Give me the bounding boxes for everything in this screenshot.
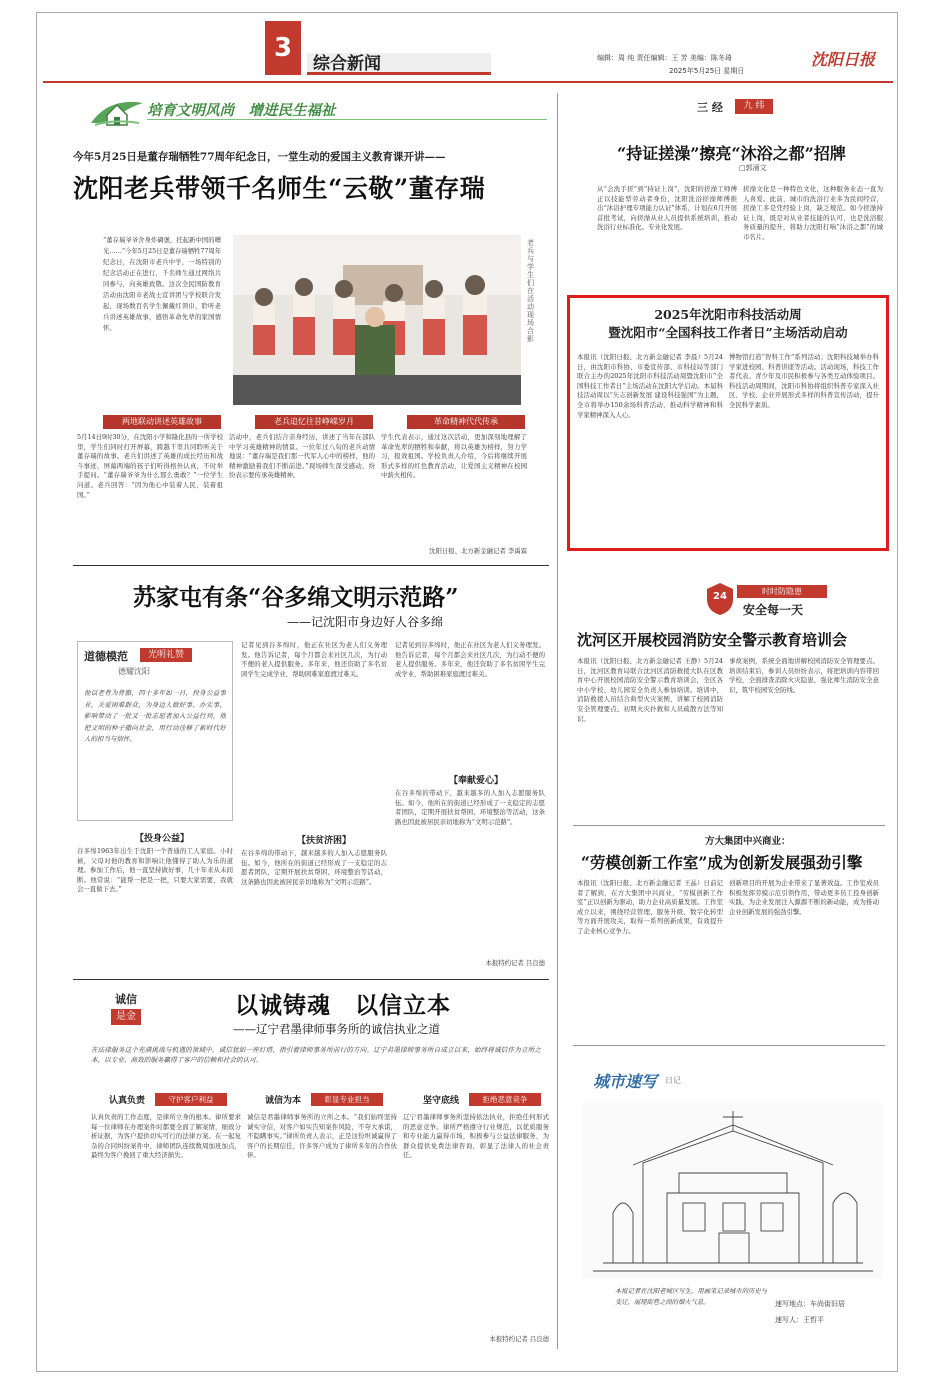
sketch-title-main: 城市速写 (593, 1072, 658, 1091)
corner-tag: 是金 (111, 1009, 141, 1025)
story3-corner (111, 991, 145, 1031)
section-title: 综合新闻 (307, 53, 491, 75)
story6-body-1: 本报讯（沈阳日报、北方新金融记者 王静）5月24日，沈河区教育局联合沈河区消防救援大队在区教育中心开展校园消防安全警示教育培训会，全区各中小学校、幼儿园安全负责人参加培训。培训中，消防救援人员结合典型火灾案例，讲解了校园消防安全管理要点、初期火灾扑救和人员疏散方法等知识。 (577, 657, 723, 723)
story5-headline-1: 2025年沈阳市科技活动周 (654, 307, 802, 322)
sub1-tag: 守护客户利益 (155, 1093, 227, 1106)
issue-date: 2025年5月25日 星期日 (669, 67, 745, 75)
story2-col2-body-b: 在谷多绵的带动下，越来越多的人加入志愿服务队伍。如今，他所在的街道已经形成了一支稳定的志愿者团队，定期开展扶贫帮困、环境整治等活动，这条路也因此被居民亲切地称为“文明示范路”。 (241, 849, 387, 886)
story2-subhead-1: 【投身公益】 (135, 834, 190, 844)
story3-headline: 以诚铸魂 以信立本 (235, 992, 451, 1019)
story3-body-3: 辽宁君墨律师事务所坚持依法执业，拒绝任何形式的恶意竞争。律所严格遵守行业规范，以优质服务和专业能力赢得市场，积极参与公益法律服务，为群众提供免费法律咨询，彰显了法律人的社会责任。 (403, 1113, 549, 1160)
story1-photo-caption: 老兵与学生们在活动现场合影 (527, 239, 534, 343)
story2-headline: 苏家屯有条“谷多绵文明示范路” (133, 584, 459, 611)
story7-kicker: 方大集团中兴商业： (705, 836, 791, 847)
story3-credit: 本报特约记者 吕良德 (489, 1335, 549, 1343)
sub2-label: 诚信为本 (265, 1096, 302, 1106)
story6-icon (705, 581, 735, 617)
story6-headline: 沈河区开展校园消防安全警示教育培训会 (577, 631, 848, 649)
story4-body-1: 从“会洗手搓”到“持证上岗”，沈阳的搓澡工师傅正以技能型劳动者身份，沈阳洗浴搓澡师傅推出“沐浴护理专项能力认证”体系，计划在6月开展首批考试，向搓澡从业人员提供系统培训，推动洗浴行业标准化、专业化发展。 (597, 185, 737, 232)
story2-badge (77, 641, 233, 821)
sketch-caption: 本报记者在沈阳老城区写生，用画笔记录城市的历史与变迁，展现街巷之间的烟火气息。 (615, 1288, 767, 1306)
sub3-tag: 拒绝恶意竞争 (469, 1093, 541, 1106)
story3-sub2 (265, 1093, 405, 1107)
icon-label: 24 (713, 591, 727, 602)
story5-body-1: 本报讯（沈阳日报、北方新金融记者 李晨）5月24日，由沈阳市科协、市委宣传部、市科技局等部门联合主办的2025年沈阳市科技活动周暨沈阳市“全国科技工作者日”主场活动在沈阳大学启动。本届科技活动周以“矢志创新发展 建设科技强国”为主题，全市将举办150余场科普活动，推动科学精神和科学家精神深入人心。 (577, 353, 723, 419)
newspaper-page (36, 12, 898, 1372)
story3-body-1: 认真负责的工作态度，是律所立身的根本。律所要求每一位律师在办理案件时都要全面了解案情，细致分析证据，为客户提供切实可行的法律方案。在一起复杂的合同纠纷案件中，律师团队连续数周加班加点，最终为客户挽回了重大经济损失。 (91, 1113, 241, 1160)
story2-subhead-3: 【奉献爱心】 (449, 776, 504, 786)
badge-tag: 光明礼赞 (140, 648, 192, 662)
story7-headline: “劳模创新工作室”成为创新发展强劲引擎 (581, 853, 863, 872)
story6-tag-bottom: 安全每一天 (743, 603, 804, 617)
story4-headline: “持证搓澡”擦亮“沐浴之都”招牌 (617, 144, 846, 163)
tag-accent: 九 纬 (735, 99, 773, 114)
sketch-place-line: 速写地点：车尚街旧居 (775, 1300, 845, 1308)
story3-intro: 在法律服务这个充满挑战与机遇的领域中，诚信犹如一座灯塔，指引着律师事务所前行的方向。辽宁君墨律师事务所自成立以来，始终将诚信作为立所之本，以专业、高效的服务赢得了客户的信赖和社会的认可。 (91, 1046, 541, 1064)
story1-kicker: 今年5月25日是董存瑞牺牲77周年纪念日，一堂生动的爱国主义教育课开讲—— (73, 151, 446, 163)
badge-box-text: 他以老骨为骨骼，四十多年如一日，投身公益事业，关爱困难群众，为身边人做好事、办实事，影响带动了一批又一批志愿者加入公益行列，他把文明的种子撒向社会，用行动诠释了新时代好人的担当与情怀。 (84, 689, 226, 743)
story1-body-1: 5月14日9时30分，在沈阳小学和隆化县的一所学校里，学生们同时打开屏幕，跨越千里共同聆听关于董存瑞的故事。老兵们讲述了英雄的成长经历和战斗事迹，屏幕两端的孩子们听得格外认真，不时举手提问。“董存瑞爷爷为什么那么勇敢？”一位学生问道。老兵回答：“因为他心中装着人民，装着祖国。” (77, 433, 223, 499)
story5-body-2: 博物馆打造“智科工作”系列活动；沈阳科技城举办科学家进校园、科普讲座等活动。活动现场，科技工作者代表、青少年及市民积极参与各类互动体验项目。科技活动周期间，沈阳市科协将组织科普专家深入社区、学校、企业开展形式多样的科普宣传活动，提升全民科学素质。 (729, 353, 879, 409)
story6-tag-top: 时时防隐患 (737, 585, 827, 598)
story4-tag (697, 99, 787, 115)
story1-photo (233, 235, 521, 405)
story1-body-3: 学生代表表示，通过这次活动，更加深刻地理解了革命先辈的牺牲和奉献，将以英雄为榜样，努力学习，报效祖国。学校负责人介绍，今后将继续开展形式多样的红色教育活动，让爱国主义精神在校园中薪火相传。 (381, 433, 527, 480)
story6-body-2: 事故案例，系统全面地讲解校园消防安全管理要点。培训结束后，参训人员纷纷表示，将把培训内容带回学校，全面排查消除火灾隐患，强化师生消防安全意识，筑牢校园安全防线。 (729, 657, 879, 694)
story1-body-2: 活动中，老兵们结合亲身经历，讲述了当年在部队中学习英雄精神的情景。一位年过八旬的老兵动情地说：“董存瑞是我们那一代军人心中的榜样，他的精神激励着我们不断前进。”现场师生深受感动，纷纷表示要传承英雄精神。 (229, 433, 375, 480)
story4-byline: □郭涌文 (739, 164, 767, 172)
badge-label: 道德模范 (84, 650, 128, 663)
story5-headline-2: 暨沈阳市“全国科技工作者日”主场活动启动 (608, 325, 848, 340)
story2-subheadline: ——记沈阳市身边好人谷多绵 (287, 615, 444, 629)
story1-headline: 沈阳老兵带领千名师生“云敬”董存瑞 (73, 174, 486, 203)
story4-body-2: 搓澡文化是一种特色文化，这种服务业态一直为人喜爱。此前，城市的洗浴行业多为民间经营，搓澡工多是凭经验上岗，缺乏规范。如今搓澡持证上岗，既是对从业者技能的认可，也是洗浴服务质量的提升，将助力沈阳打响“沐浴之都”的城市名片。 (743, 185, 883, 241)
story1-subhead-3: 革命精神代代传承 (407, 415, 525, 429)
story2-subhead-2: 【扶贫济困】 (297, 836, 352, 846)
story3-sub1 (109, 1093, 249, 1107)
corner-label: 诚信 (115, 993, 137, 1006)
page-number-box: 3 (265, 21, 301, 75)
story2-col2-body: 记者见到谷多绵时，他正在社区为老人们义务理发。他告诉记者，每个月都会来社区几次，为行动不便的老人提供服务。多年来，他还资助了多名贫困学生完成学业，帮助困难家庭渡过难关。 (241, 641, 387, 678)
editor-line: 编辑：周 纯 责任编辑：王 芳 美编：陈冬琦 (597, 54, 732, 62)
story2-col3-body-b: 在谷多绵的带动下，越来越多的人加入志愿服务队伍。如今，他所在的街道已经形成了一支稳定的志愿者团队，定期开展扶贫帮困、环境整治等活动，这条路也因此被居民亲切地称为“文明示范路”。 (395, 789, 545, 826)
story1-subhead-1: 两地联动讲述英雄故事 (103, 415, 221, 429)
masthead-logo: 沈阳日报 (811, 50, 876, 69)
sub2-tag: 彰显专业担当 (311, 1093, 383, 1106)
story7-body-1: 本报讯（沈阳日报、北方新金融记者 王晶）日前记者了解到，在方大集团中兴商业，“劳模创新工作室”正以创新为驱动，助力企业高质量发展。工作室成立以来，围绕经营管理、服务升级、数字化转型等方面开展攻关，取得一系列创新成果，有效提升了企业核心竞争力。 (577, 879, 723, 935)
story1-credit: 沈阳日报、北方新金融记者 李禹霖 (429, 547, 527, 555)
sketch-drawing (583, 1103, 883, 1279)
story2-col3-body: 记者见到谷多绵时，他正在社区为老人们义务理发。他告诉记者，每个月都会来社区几次，为行动不便的老人提供服务。多年来，他还资助了多名贫困学生完成学业，帮助困难家庭渡过难关。 (395, 641, 545, 678)
story2-body-1: 谷多绵1963年出生于沈阳一个普通的工人家庭。小时候，父母对他的教育和影响让他懂得了助人为乐的道理。参加工作后，他一直坚持做好事，几十年来从未间断。他常说：“能帮一把是一把，只要大家需要，我就会一直做下去。” (77, 847, 233, 894)
badge-city: 德耀沈阳 (118, 667, 150, 676)
banner-slogan: 培育文明风尚 增进民生福祉 (147, 103, 336, 119)
story7-body-2: 创新项目的开展为企业带来了显著效益。工作室成员积极发挥劳模示范引领作用，带动更多员工投身创新实践，为企业发展注入源源不断的新动能，成为推动企业创新发展的强劲引擎。 (729, 879, 879, 916)
story1-subhead-2: 老兵追忆往昔峥嵘岁月 (255, 415, 373, 429)
sketch-title-small: 日记 (665, 1076, 681, 1085)
story3-sub3 (423, 1093, 563, 1107)
story1-lead: “董存瑞爷爷舍身炸碉堡，托起新中国的曙光……”今年5月25日是董存瑞牺牲77周年纪念日，在沈阳市老兵中学，一场特别的纪念活动正在进行，千名师生通过网络共同参与，向英雄致敬。这次全民国防教育活动由沈阳市老战士宣讲团与学校联合发起，现场数百名学生佩戴红领巾，聆听老兵讲述英雄故事，感悟革命先辈的家国情怀。 (103, 237, 221, 332)
story2-credit: 本报特约记者 吕良德 (485, 959, 545, 967)
story3-body-2: 诚信是君墨律师事务所的立所之本。“我们始终坚持诚实守信，对客户如实告知案件风险，不夸大承诺，不隐瞒事实。”律所负责人表示，正是这份坦诚赢得了客户的长期信任，许多客户成为了律所多年的合作伙伴。 (247, 1113, 397, 1160)
banner-emblem-icon (89, 93, 145, 127)
sketch-title (593, 1065, 713, 1101)
sub3-label: 坚守底线 (423, 1096, 460, 1106)
sub1-label: 认真负责 (109, 1096, 146, 1106)
story3-subheadline: ——辽宁君墨律师事务所的诚信执业之道 (233, 1022, 440, 1036)
sketch-author-line: 速写人：王哲平 (775, 1316, 824, 1324)
tag-main: 三 经 (697, 101, 723, 114)
